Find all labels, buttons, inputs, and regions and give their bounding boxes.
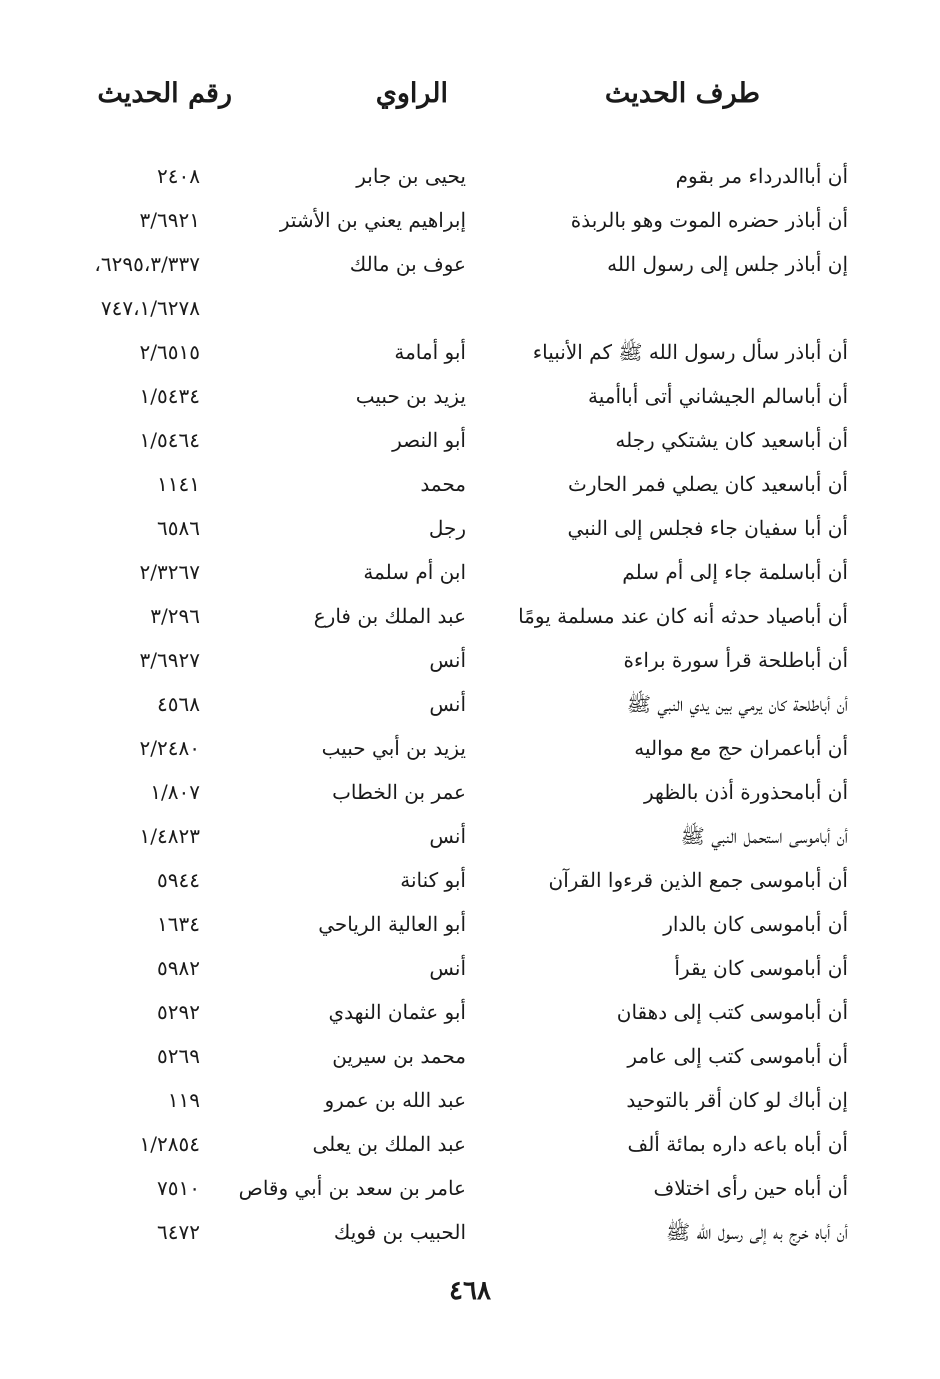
- table-row: [0, 904, 940, 948]
- header-narrator: الراوي: [375, 78, 448, 109]
- hadith-cell: أن أباطلحة كان يرمي بين يدي النبي ﷺ: [626, 692, 848, 716]
- table-row: [0, 948, 940, 992]
- table-row: [0, 640, 940, 684]
- number-cell: ١/٥٤٣٤: [139, 384, 200, 408]
- number-cell: ١١٩: [167, 1088, 200, 1112]
- number-cell: ٣/٦٩٢١: [139, 208, 200, 232]
- hadith-cell: أن أباموسى كان بالدار: [663, 912, 848, 936]
- narrator-cell: أنس: [429, 648, 466, 672]
- table-row: [0, 1124, 940, 1168]
- narrator-cell: يزيد بن حبيب: [355, 384, 466, 408]
- number-cell: ٥٩٤٤: [157, 868, 200, 892]
- hadith-cell: أن أبا سفيان جاء فجلس إلى النبي: [567, 516, 848, 540]
- narrator-cell: عمر بن الخطاب: [332, 780, 466, 804]
- table-row: [0, 1168, 940, 1212]
- narrator-cell: أبو أمامة: [394, 340, 466, 364]
- hadith-cell: أن أباالدرداء مر بقوم: [675, 164, 848, 188]
- hadith-cell: أن أباصياد حدثه أنه كان عند مسلمة يومًا: [518, 604, 848, 628]
- page-number: ٤٦٨: [449, 1276, 491, 1306]
- narrator-cell: ابن أم سلمة: [363, 560, 466, 584]
- table-row: [0, 1212, 940, 1256]
- hadith-cell: إن أباذر جلس إلى رسول الله: [607, 252, 848, 276]
- narrator-cell: عبد الله بن عمرو: [324, 1088, 466, 1112]
- hadith-cell: أن أباموسى استحمل النبي ﷺ: [680, 824, 848, 848]
- table-row: [0, 684, 940, 728]
- narrator-cell: أنس: [429, 692, 466, 716]
- number-cell: ٢٤٠٨: [157, 164, 200, 188]
- number-cell: ١١٤١: [157, 472, 200, 496]
- narrator-cell: عبد الملك بن يعلى: [312, 1132, 466, 1156]
- table-row: [0, 420, 940, 464]
- header-number: رقم الحديث: [97, 78, 232, 109]
- table-row: [0, 772, 940, 816]
- table-row: [0, 244, 940, 288]
- table-row: [0, 728, 940, 772]
- number-cell: ٣/٢٩٦: [150, 604, 200, 628]
- number-cell: ١/٥٤٦٤: [139, 428, 200, 452]
- table-row: [0, 288, 940, 332]
- number-cell: ٦٥٨٦: [157, 516, 200, 540]
- hadith-cell: أن أباه حين رأى اختلاف: [653, 1176, 848, 1200]
- narrator-cell: أبو كنانة: [400, 868, 466, 892]
- table-row: [0, 464, 940, 508]
- narrator-cell: أنس: [429, 956, 466, 980]
- hadith-cell: أن أباسعيد كان يشتكي رجله: [615, 428, 848, 452]
- hadith-cell: أن أبامحذورة أذن بالظهر: [643, 780, 848, 804]
- table-row: [0, 1036, 940, 1080]
- number-cell: ٧٤٧،١/٦٢٧٨: [100, 296, 200, 320]
- table-row: [0, 332, 940, 376]
- hadith-cell: أن أباسعيد كان يصلي فمر الحارث: [568, 472, 848, 496]
- number-cell: ١/٢٨٥٤: [139, 1132, 200, 1156]
- number-cell: ١/٨٠٧: [150, 780, 200, 804]
- hadith-cell: أن أباذر حضره الموت وهو بالربذة: [570, 208, 848, 232]
- number-cell: ٢/٣٢٦٧: [139, 560, 200, 584]
- narrator-cell: عوف بن مالك: [349, 252, 466, 276]
- narrator-cell: أبو العالية الرياحي: [318, 912, 466, 936]
- table-row: [0, 552, 940, 596]
- hadith-cell: أن أباموسى جمع الذين قرءوا القرآن: [548, 868, 848, 892]
- hadith-cell: أن أباذر سأل رسول الله ﷺ كم الأنبياء: [532, 340, 848, 364]
- number-cell: ١/٤٨٢٣: [139, 824, 200, 848]
- number-cell: ٥٩٨٢: [157, 956, 200, 980]
- narrator-cell: يزيد بن أبي حبيب: [321, 736, 466, 760]
- table-row: [0, 596, 940, 640]
- table-row: [0, 816, 940, 860]
- header-hadith: طرف الحديث: [604, 78, 760, 109]
- narrator-cell: يحيى بن جابر: [356, 164, 466, 188]
- number-cell: ٥٢٦٩: [157, 1044, 200, 1068]
- number-cell: ٧٥١٠: [157, 1176, 200, 1200]
- table-row: [0, 860, 940, 904]
- hadith-cell: أن أباسالم الجيشاني أتى أباأمية: [588, 384, 848, 408]
- narrator-cell: محمد بن سيرين: [332, 1044, 466, 1068]
- table-header: [0, 78, 940, 128]
- narrator-cell: إبراهيم يعني بن الأشتر: [279, 208, 466, 232]
- hadith-cell: إن أباك لو كان أقر بالتوحيد: [626, 1088, 848, 1112]
- table-row: [0, 376, 940, 420]
- number-cell: ٦٤٧٢: [157, 1220, 200, 1244]
- hadith-cell: أن أباطلحة قرأ سورة براءة: [623, 648, 848, 672]
- narrator-cell: أبو عثمان النهدي: [328, 1000, 466, 1024]
- table-row: [0, 200, 940, 244]
- number-cell: ١٦٣٤: [157, 912, 200, 936]
- table-row: [0, 156, 940, 200]
- narrator-cell: رجل: [428, 516, 466, 540]
- number-cell: ٦٢٩٥،٣/٣٣٧،: [94, 252, 200, 276]
- narrator-cell: الحبيب بن فويك: [333, 1220, 466, 1244]
- narrator-cell: عبد الملك بن فارع: [313, 604, 466, 628]
- narrator-cell: محمد: [420, 472, 466, 496]
- hadith-cell: أن أباموسى كتب إلى عامر: [627, 1044, 848, 1068]
- narrator-cell: عامر بن سعد بن أبي وقاص: [238, 1176, 466, 1200]
- number-cell: ٤٥٦٨: [157, 692, 200, 716]
- table-row: [0, 1080, 940, 1124]
- narrator-cell: أبو النصر: [392, 428, 466, 452]
- number-cell: ٢/٦٥١٥: [139, 340, 200, 364]
- table-row: [0, 508, 940, 552]
- hadith-cell: أن أباه خرج به إلى رسول الله ﷺ: [665, 1220, 848, 1244]
- hadith-cell: أن أباموسى كتب إلى دهقان: [616, 1000, 848, 1024]
- number-cell: ٥٢٩٢: [157, 1000, 200, 1024]
- hadith-cell: أن أباسلمة جاء إلى أم سلم: [622, 560, 848, 584]
- hadith-cell: أن أباعمران حج مع مواليه: [634, 736, 848, 760]
- narrator-cell: أنس: [429, 824, 466, 848]
- number-cell: ٣/٦٩٢٧: [139, 648, 200, 672]
- number-cell: ٢/٢٤٨٠: [139, 736, 200, 760]
- table-body: [0, 156, 940, 1256]
- hadith-cell: أن أباموسى كان يقرأ: [674, 956, 848, 980]
- table-row: [0, 992, 940, 1036]
- hadith-cell: أن أباه باعه داره بمائة ألف: [627, 1132, 848, 1156]
